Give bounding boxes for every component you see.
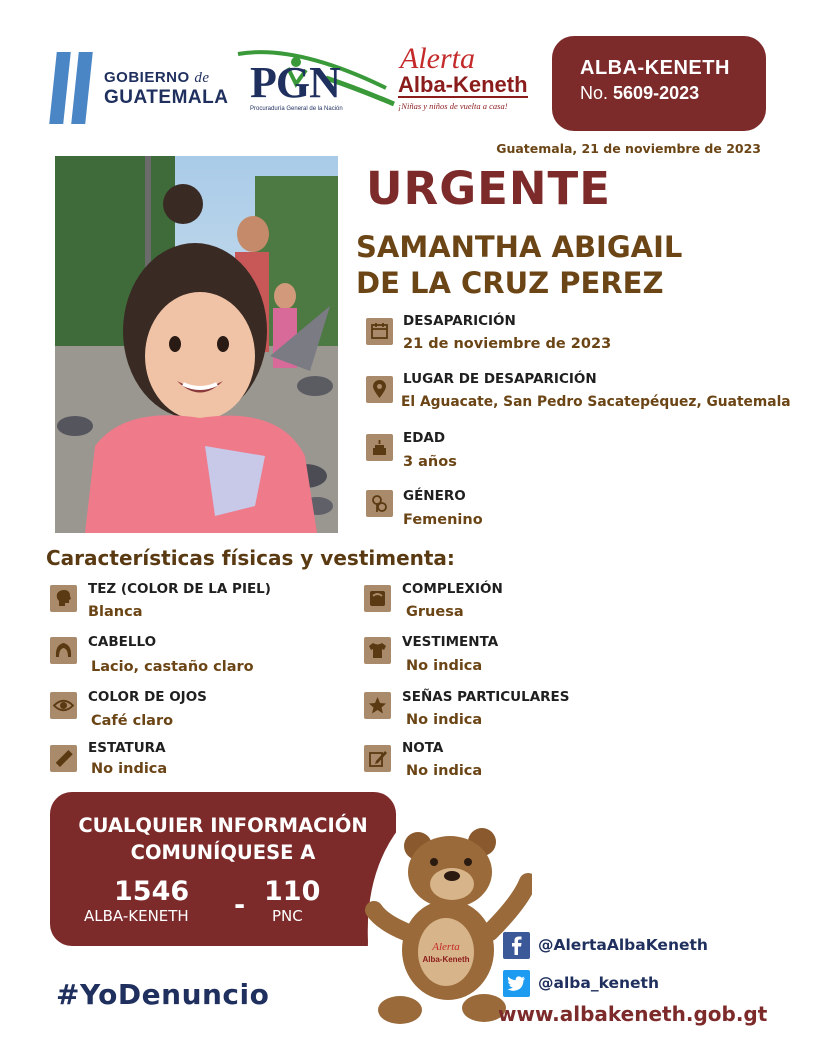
calendar-icon: [366, 318, 393, 345]
disappearance-place-label: LUGAR DE DESAPARICIÓN: [403, 371, 597, 387]
alba-keneth-phone-label: ALBA-KENETH: [84, 907, 189, 925]
contact-box: [50, 792, 396, 946]
build-value: Gruesa: [406, 604, 464, 620]
contact-heading: CUALQUIER INFORMACIÓN COMUNÍQUESE A: [78, 814, 368, 864]
facebook-handle[interactable]: @AlertaAlbaKeneth: [538, 936, 708, 954]
height-value: No indica: [91, 761, 168, 777]
pnc-phone-number[interactable]: 110: [264, 876, 321, 907]
name-line-1: SAMANTHA ABIGAIL: [356, 230, 683, 264]
build-label: COMPLEXIÓN: [402, 581, 503, 597]
alba-keneth-tagline: ¡Niñas y niños de vuelta a casa!: [398, 101, 508, 111]
note-value: No indica: [406, 763, 483, 779]
ruler-icon: [50, 745, 77, 772]
note-label: NOTA: [402, 740, 444, 756]
twitter-handle[interactable]: @alba_keneth: [538, 974, 659, 992]
note-edit-icon: [364, 745, 391, 772]
gender-value: Femenino: [403, 512, 483, 528]
characteristics-heading: Características físicas y vestimenta:: [46, 546, 455, 570]
facebook-icon[interactable]: [503, 932, 530, 959]
pnc-phone-label: PNC: [272, 907, 303, 925]
eye-icon: [50, 692, 77, 719]
hair-value: Lacio, castaño claro: [91, 659, 254, 675]
distinguishing-marks-value: No indica: [406, 712, 483, 728]
badge-number: No. 5609-2023: [580, 83, 700, 103]
head-profile-icon: [50, 585, 77, 612]
disappearance-place-value: El Aguacate, San Pedro Sacatepéquez, Guatemala: [401, 394, 791, 410]
location-pin-icon: [366, 376, 393, 403]
star-icon: [364, 692, 391, 719]
alba-keneth-logo-word: Alba-Keneth: [398, 72, 528, 97]
hashtag: #YoDenuncio: [56, 978, 270, 1011]
height-label: ESTATURA: [88, 740, 166, 756]
scale-icon: [364, 585, 391, 612]
eye-color-value: Café claro: [91, 713, 174, 729]
badge-title: ALBA-KENETH: [580, 57, 730, 79]
urgent-heading: URGENTE: [366, 162, 611, 215]
skin-color-value: Blanca: [88, 604, 143, 620]
alert-number-badge: [552, 36, 766, 131]
alerta-logo-word: Alerta: [400, 42, 475, 75]
pgn-logo-subtitle: Procuraduría General de la Nación: [250, 106, 343, 112]
website-link[interactable]: www.albakeneth.gob.gt: [498, 1002, 768, 1026]
missing-person-name: [356, 229, 682, 301]
twitter-icon[interactable]: [503, 970, 530, 997]
skin-color-label: TEZ (COLOR DE LA PIEL): [88, 581, 271, 597]
name-line-2: DE LA CRUZ PEREZ: [356, 266, 664, 300]
shirt-icon: [364, 637, 391, 664]
gobierno-logo-text: GOBIERNO de GUATEMALA: [104, 69, 229, 108]
phone-separator: -: [234, 890, 246, 921]
clothing-label: VESTIMENTA: [402, 634, 499, 650]
hair-label: CABELLO: [88, 634, 157, 650]
distinguishing-marks-label: SEÑAS PARTICULARES: [402, 689, 570, 705]
hair-icon: [50, 637, 77, 664]
pgn-logo-word: PGN: [250, 58, 340, 107]
disappearance-date-label: DESAPARICIÓN: [403, 313, 516, 329]
eye-color-label: COLOR DE OJOS: [88, 689, 207, 705]
disappearance-date-value: 21 de noviembre de 2023: [403, 336, 612, 352]
missing-child-photo: [55, 156, 338, 533]
mascot-badge-line2: Alba-Keneth: [422, 955, 470, 964]
gender-icon: [366, 490, 393, 517]
issue-date: Guatemala, 21 de noviembre de 2023: [496, 141, 761, 156]
gender-label: GÉNERO: [403, 488, 466, 504]
age-value: 3 años: [403, 454, 457, 470]
clothing-value: No indica: [406, 658, 483, 674]
cake-icon: [366, 434, 393, 461]
age-label: EDAD: [403, 430, 446, 446]
mascot-badge-line1: Alerta: [432, 941, 460, 953]
gobierno-logo-bars: [53, 52, 95, 124]
alba-keneth-phone-number[interactable]: 1546: [114, 876, 190, 907]
